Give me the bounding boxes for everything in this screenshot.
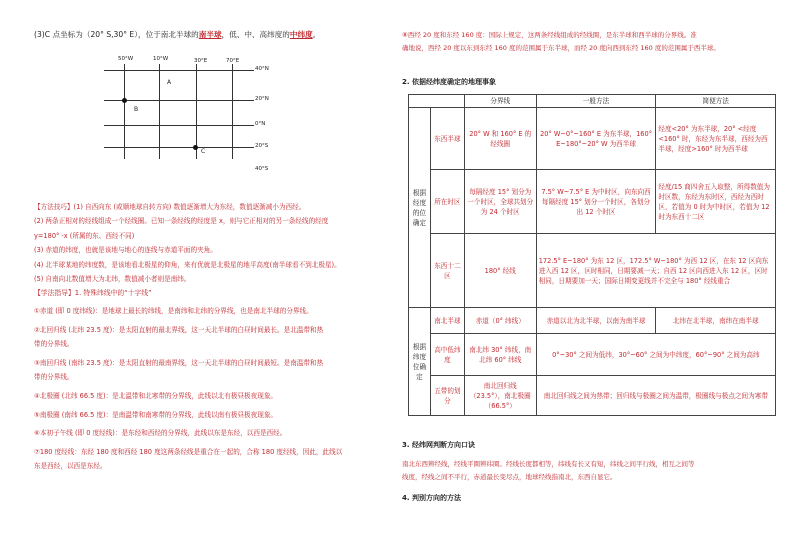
label-70e: 70°E xyxy=(226,58,240,64)
label-20n: 20°N xyxy=(255,96,269,102)
tip-line: (5) 自南向北数值增大为北纬，数值减小者则是南纬。 xyxy=(34,275,191,284)
point-c-label: C xyxy=(201,148,206,155)
row-label: 南北半球 xyxy=(430,308,464,334)
para-8-line: 确地说，西经 20 度以东到东经 160 度的范围属于东半球，而经 20 度向西到东经 160 度的范围属于西半球。 xyxy=(402,44,720,52)
tip-line: 【方法技巧】(1) 自西向东 (或顺地球自转方向) 数值逐渐增大为东经，数值逐渐减小为西经。 xyxy=(34,203,306,211)
list-item: ③南回归线 (南纬 23.5 度)：是太阳直射的最南界线，这一天北半球的白昼时间最短。是南温带和热 xyxy=(34,358,324,367)
row-label: 东西十二区 xyxy=(430,234,464,308)
tips-block xyxy=(34,200,341,286)
header-cell: 简便方法 xyxy=(656,95,776,108)
table-cell: 南北纬 30° 纬线，南北纬 60° 纬线 xyxy=(464,334,536,376)
label-30e: 30°E xyxy=(194,58,208,64)
list-item: ⑤南极圈 (南纬 66.5 度)：是南温带和南寒带的分界线，此线以南有极昼极夜现象。 xyxy=(34,410,278,419)
label-20s: 20°S xyxy=(255,143,269,149)
table-cell: 7.5° W~7.5° E 为中时区，向东向西每隔经度 15° 划分一个时区，各划分出 12 个时区 xyxy=(536,170,656,234)
para-8-line: ⑧西经 20 度和东经 160 度：国际上规定，这两条经线组成的经线圈，是东半球和西半球的分界线。准 xyxy=(402,31,697,39)
list-item: ①赤道 (即 0 度纬线)：是地球上最长的纬线，是南纬和北纬的分界线，也是南北半球的分界线。 xyxy=(34,307,313,315)
q3-end: 。 xyxy=(312,30,321,39)
q3-mid: ，低、中、高纬度的 xyxy=(221,30,290,39)
table-row xyxy=(409,376,776,416)
list-item: ②北回归线 (北纬 23.5 度)：是太阳直射的最北界线，这一天北半球的白昼时间最长。是北温带和热 xyxy=(34,325,324,334)
table-row xyxy=(409,334,776,376)
section-4-title: 4. 判别方向的方法 xyxy=(402,494,461,502)
section-2-title: 2. 依据经纬度确定的地理事象 xyxy=(402,78,496,86)
parallel-40n xyxy=(104,70,254,71)
q3-answer-2: 中纬度 xyxy=(289,30,313,39)
parallel-20s xyxy=(104,147,254,148)
row-label: 东西半球 xyxy=(430,108,464,170)
table-cell: 0°~30° 之间为低纬，30°~60° 之间为中纬度，60°~90° 之间为高纬 xyxy=(536,334,775,376)
table-cell: 北纬在北半球，南纬在南半球 xyxy=(656,308,776,334)
list-item: ⑥本初子午线 (即 0 度经线)：是东经和西经的分界线，此线以东是东经，以西是西经。 xyxy=(34,429,287,438)
rhyme-block xyxy=(402,458,695,484)
list-item: 带的分界线。 xyxy=(34,373,74,382)
label-40n: 40°N xyxy=(255,66,269,72)
table-cell: 赤道以北为北半球，以南为南半球 xyxy=(536,308,656,334)
para-8 xyxy=(402,29,720,55)
table-cell: 南北回归线之间为热带；回归线与极圈之间为温带，极圈线与极点之间为寒带 xyxy=(536,376,775,416)
table-cell: 每隔经度 15° 划分为一个时区，全球共划分为 24 个时区 xyxy=(464,170,536,234)
point-a-label: A xyxy=(167,79,172,86)
section-3-title: 3. 经纬网判断方向口诀 xyxy=(402,441,475,449)
parallel-0 xyxy=(104,125,254,126)
tip-line: (4) 北半球某地的纬度数，是该地看北极星的仰角，来有优就是北极星的地平高度(南半球看不到北极星)。 xyxy=(34,260,341,269)
header-cell: 一般方法 xyxy=(536,95,656,108)
q3-answer-1: 南半球 xyxy=(198,30,222,39)
label-0n: 0°N xyxy=(255,121,266,127)
table-row xyxy=(409,170,776,234)
table-header-row xyxy=(409,95,776,108)
label-50w: 50°W xyxy=(118,56,134,62)
point-b-label: B xyxy=(134,106,139,113)
rhyme-line: 南北东西辨经线，经线平圈辨纬圈。经线长度都相等，纬线有长又有短，纬线之间平行线，相互之间等 xyxy=(402,460,695,468)
label-40s: 40°S xyxy=(255,166,269,172)
guide-title: 【学法指导】1. 特殊纬线中的“十字线” xyxy=(34,289,152,297)
special-lines-list xyxy=(34,304,342,474)
meridian-50w xyxy=(124,64,125,159)
q3-text: (3)C 点坐标为（20° S,30° E），位于南北半球的 xyxy=(34,30,199,39)
table-row xyxy=(409,108,776,170)
table-cell: 172.5° E~180° 为东 12 区，172.5° W~180° 为西 12 区，在东 12 区向东进入西 12 区，区时相同，日期要减一天；自西 12 区向西进入东 12 区，区时相同，日期要加一天；国际日期变更线并不完全与 180° 经线重合 xyxy=(536,234,775,308)
lat-lon-grid-figure xyxy=(104,56,274,176)
table-cell: 180° 经线 xyxy=(464,234,536,308)
header-cell: 分界线 xyxy=(464,95,536,108)
row-label: 高中低纬度 xyxy=(430,334,464,376)
tip-line: (3) 赤道的纬度，也就是该地与地心的连线与赤道平面的夹角。 xyxy=(34,246,217,255)
rhyme-line: 线度，经线之间不平行，赤道最长变尽点，地球经线指南北，东西自显它。 xyxy=(402,473,617,481)
question-3 xyxy=(34,29,320,40)
label-10w: 10°W xyxy=(153,56,169,62)
table-row xyxy=(409,308,776,334)
group-cell: 根据经度的位确定 xyxy=(409,108,431,308)
table-cell: 南北回归线（23.5°），南北极圈（66.5°） xyxy=(464,376,536,416)
row-label: 所在时区 xyxy=(430,170,464,234)
meridian-70e xyxy=(232,64,233,159)
table-cell: 20° W 和 160° E 的经线圈 xyxy=(464,108,536,170)
point-b-dot xyxy=(122,98,127,103)
row-label: 五带的划分 xyxy=(430,376,464,416)
group-cell: 根据纬度位确定 xyxy=(409,308,431,416)
list-item: 带的分界线。 xyxy=(34,340,74,349)
list-item: ⑦180 度经线：东经 180 度和西经 180 度这两条经线是重合在一起的，合称 180 度经线，因此，此线以 xyxy=(34,447,343,456)
tip-line: (2) 两条正相对的经线组成一个经线圈。已知一条经线的经度是 x，则与它正相对的另一条经线的经度 xyxy=(34,217,329,226)
meridian-10w xyxy=(159,64,160,159)
table-row xyxy=(409,234,776,308)
geo-table xyxy=(408,94,776,416)
tip-line: y=180° -x (所属的东、西经不同) xyxy=(34,231,135,240)
table-cell: 经度/15 商四舍五入取整，所得数值为时区数，东经为东时区，西经为西时区，若值为 0 时为中时区，若值为 12 时为东西十二区 xyxy=(656,170,776,234)
list-item: 东是西经，以西是东经。 xyxy=(34,462,107,471)
table-cell: 20° W~0°~160° E 为东半球，160° E~180°~20° W 为西半球 xyxy=(536,108,656,170)
point-c-dot xyxy=(193,145,198,150)
table-cell: 经度<20° 为东半球，20° <经度<160° 时，东经为东半球，西经为西半球，经度>160° 时为西半球 xyxy=(656,108,776,170)
list-item: ④北极圈 (北纬 66.5 度)：是北温带和北寒带的分界线，此线以北有极昼极夜现象。 xyxy=(34,391,278,400)
table-cell: 赤道（0° 纬线） xyxy=(464,308,536,334)
